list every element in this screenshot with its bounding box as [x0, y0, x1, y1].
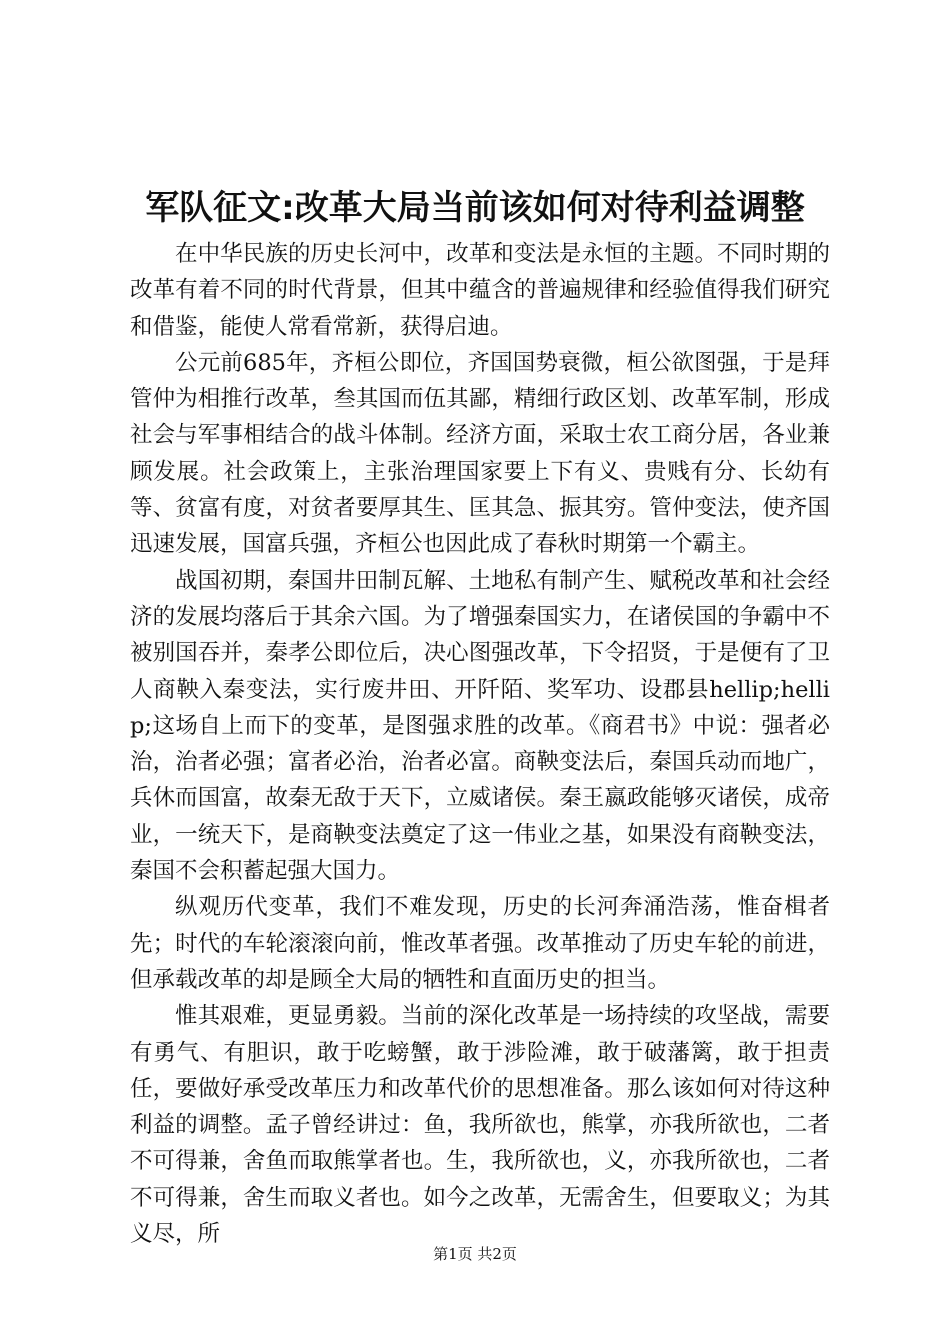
paragraph-5: 惟其艰难，更显勇毅。当前的深化改革是一场持续的攻坚战，需要有勇气、有胆识，敢于吃螃蟹，敢于涉险滩，敢于破藩篱，敢于担责任，要做好承受改革压力和改革代价的思想准备。那么该如何对待这种利益的调整。孟子曾经讲过：鱼，我所欲也，熊掌，亦我所欲也，二者不可得兼，舍鱼而取熊掌者也。生，我所欲也，义，亦我所欲也，二者不可得兼，舍生而取义者也。如今之改革，无需舍生，但要取义；为其义尽，所: [130, 1003, 830, 1248]
page-number-footer: 第1页 共2页: [433, 1245, 517, 1263]
document-body: [130, 236, 830, 1252]
paragraph-2: 公元前685年，齐桓公即位，齐国国势衰微，桓公欲图强，于是拜管仲为相推行改革，叁其国而伍其鄙，精细行政区划、改革军制，形成社会与军事相结合的战斗体制。经济方面，采取士农工商分居，各业兼顾发展。社会政策上，主张治理国家要上下有义、贵贱有分、长幼有等、贫富有度，对贫者要厚其生、匡其急、振其穷。管仲变法，使齐国迅速发展，国富兵强，齐桓公也因此成了春秋时期第一个霸主。: [130, 349, 830, 558]
document-title: 军队征文:改革大局当前该如何对待利益调整: [145, 188, 805, 228]
paragraph-4: 纵观历代变革，我们不难发现，历史的长河奔涌浩荡，惟奋楫者先；时代的车轮滚滚向前，惟改革者强。改革推动了历史车轮的前进，但承载改革的却是顾全大局的牺牲和直面历史的担当。: [130, 894, 830, 993]
paragraph-3: 战国初期，秦国井田制瓦解、土地私有制产生、赋税改革和社会经济的发展均落后于其余六国。为了增强秦国实力，在诸侯国的争霸中不被别国吞并，秦孝公即位后，决心图强改革，下令招贤，于是便有了卫人商鞅入秦变法，实行废井田、开阡陌、奖军功、设郡县hellip;hellip;这场自上而下的变革，是图强求胜的改革。《商君书》中说：强者必治，治者必强；富者必治，治者必富。商鞅变法后，秦国兵动而地广，兵休而国富，故秦无敌于天下，立威诸侯。秦王嬴政能够灭诸侯，成帝业，一统天下，是商鞅变法奠定了这一伟业之基，如果没有商鞅变法，秦国不会积蓄起强大国力。: [130, 567, 830, 885]
paragraph-1: 在中华民族的历史长河中，改革和变法是永恒的主题。不同时期的改革有着不同的时代背景，但其中蕴含的普遍规律和经验值得我们研究和借鉴，能使人常看常新，获得启迪。: [130, 241, 830, 340]
